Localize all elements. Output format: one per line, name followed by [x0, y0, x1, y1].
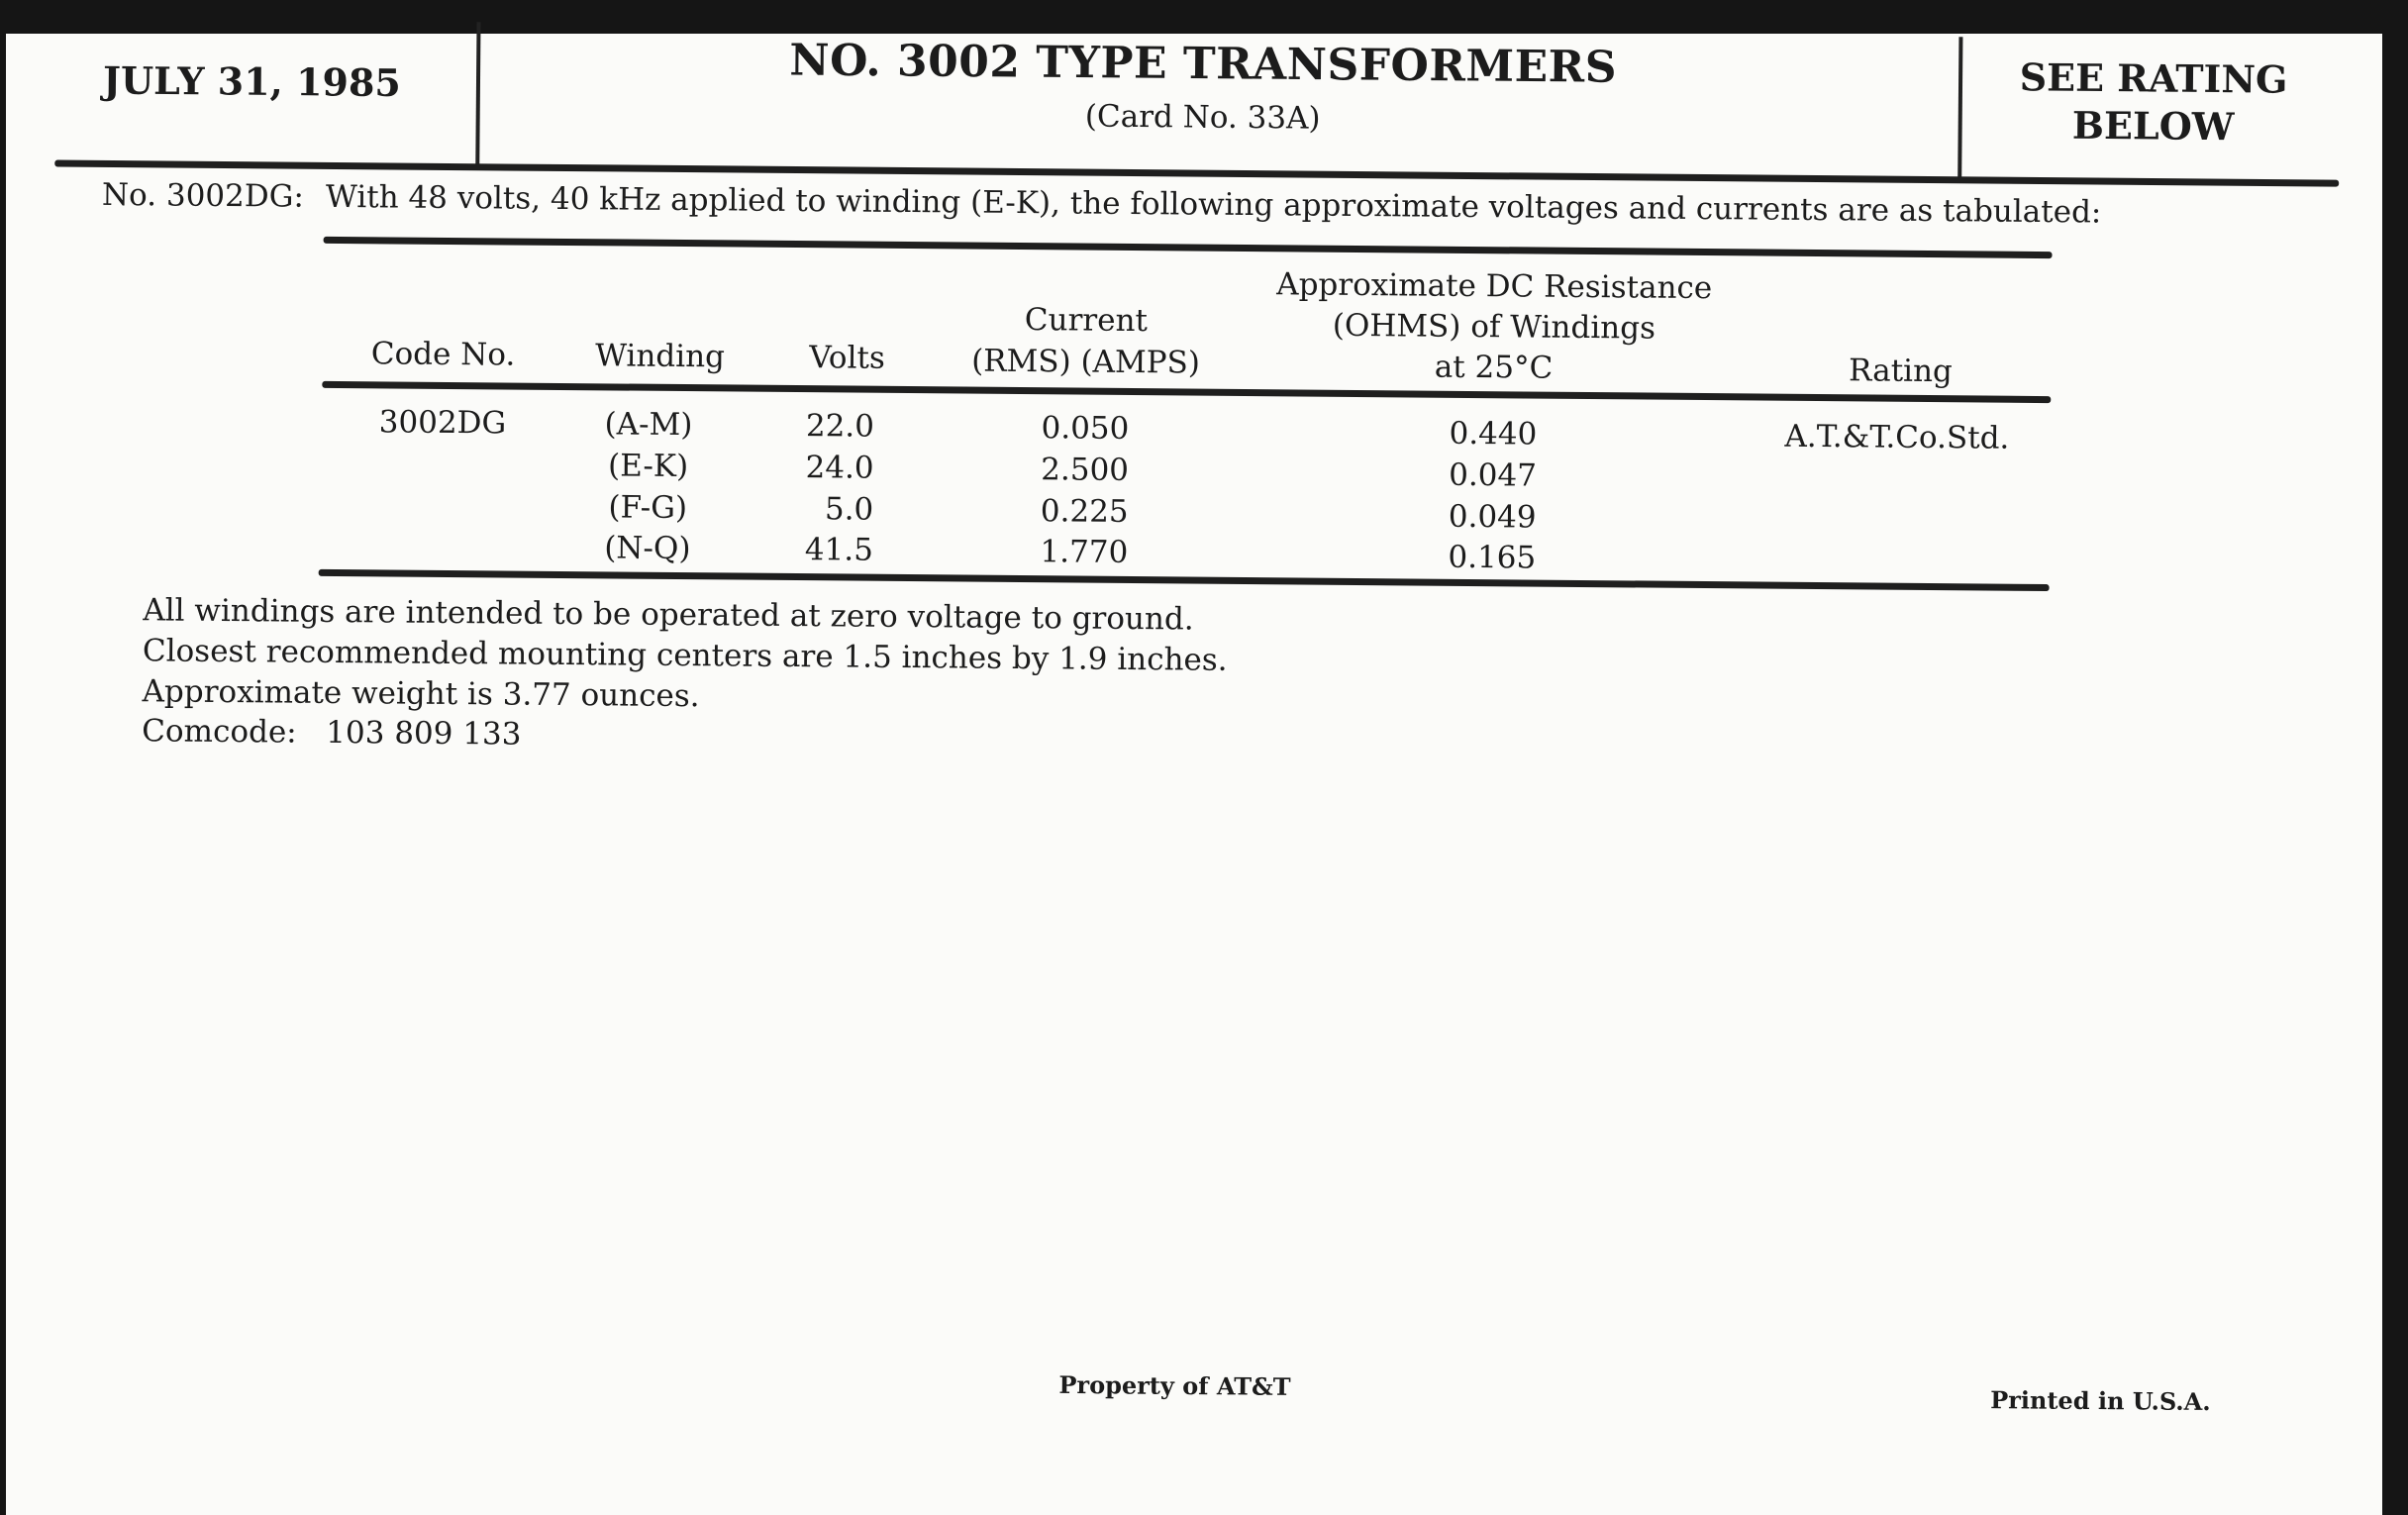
col-header-resistance-2: (OHMS) of Windings [1332, 307, 1656, 347]
note-1: All windings are intended to be operated at zero voltage to ground. [143, 592, 1194, 638]
table-top-rule [324, 237, 2053, 258]
resistance-cell: 0.049 [1448, 498, 1537, 536]
intro-label: No. 3002DG: [101, 176, 305, 215]
col-header-winding: Winding [595, 338, 726, 375]
note-3: Approximate weight is 3.77 ounces. [142, 673, 700, 715]
col-header-resistance-1: Approximate DC Resistance [1276, 266, 1713, 307]
current-cell: 1.770 [1040, 534, 1129, 570]
volts-cell: 5.0 [824, 491, 874, 528]
volts-cell: 22.0 [805, 408, 875, 445]
intro-text: With 48 volts, 40 kHz applied to winding (E-K), the following approximate voltages and currents are as tabulated: [325, 178, 2102, 231]
code-cell: 3002DG [378, 404, 507, 442]
col-header-code: Code No. [370, 336, 516, 373]
property-note: Property of AT&T [1058, 1369, 1291, 1401]
note-2: Closest recommended mounting centers are 1.5 inches by 1.9 inches. [142, 633, 1228, 678]
table-bottom-rule [319, 569, 2050, 591]
winding-cell: (F-G) [608, 489, 688, 527]
card-number: (Card No. 33A) [1084, 98, 1321, 137]
rating-cell: A.T.&T.Co.Std. [1784, 418, 2010, 456]
col-header-resistance-3: at 25°C [1434, 349, 1554, 386]
winding-cell: (E-K) [607, 448, 689, 485]
page-title: NO. 3002 TYPE TRANSFORMERS [789, 35, 1618, 93]
resistance-cell: 0.047 [1449, 456, 1538, 494]
printed-note: Printed in U.S.A. [1990, 1385, 2211, 1417]
winding-cell: (N-Q) [604, 530, 691, 567]
current-cell: 2.500 [1041, 452, 1130, 488]
winding-cell: (A-M) [604, 406, 693, 444]
col-header-volts: Volts [809, 340, 885, 376]
col-header-current-1: Current [1024, 302, 1149, 340]
table-header-rule [322, 381, 2051, 403]
resistance-cell: 0.165 [1448, 539, 1537, 576]
current-cell: 0.050 [1041, 410, 1130, 447]
volts-cell: 24.0 [805, 450, 874, 486]
date: JULY 31, 1985 [102, 57, 402, 106]
col-header-rating: Rating [1848, 353, 1954, 390]
header-divider-left [475, 22, 480, 166]
rating-note-line1: SEE RATING [2019, 54, 2288, 102]
col-header-current-2: (RMS) (AMPS) [971, 343, 1201, 381]
volts-cell: 41.5 [804, 532, 874, 568]
header-divider-right [1957, 37, 1962, 179]
note-comcode: Comcode: 103 809 133 [142, 713, 522, 753]
resistance-cell: 0.440 [1449, 415, 1538, 453]
current-cell: 0.225 [1040, 493, 1129, 530]
rating-note-line2: BELOW [2071, 102, 2235, 150]
